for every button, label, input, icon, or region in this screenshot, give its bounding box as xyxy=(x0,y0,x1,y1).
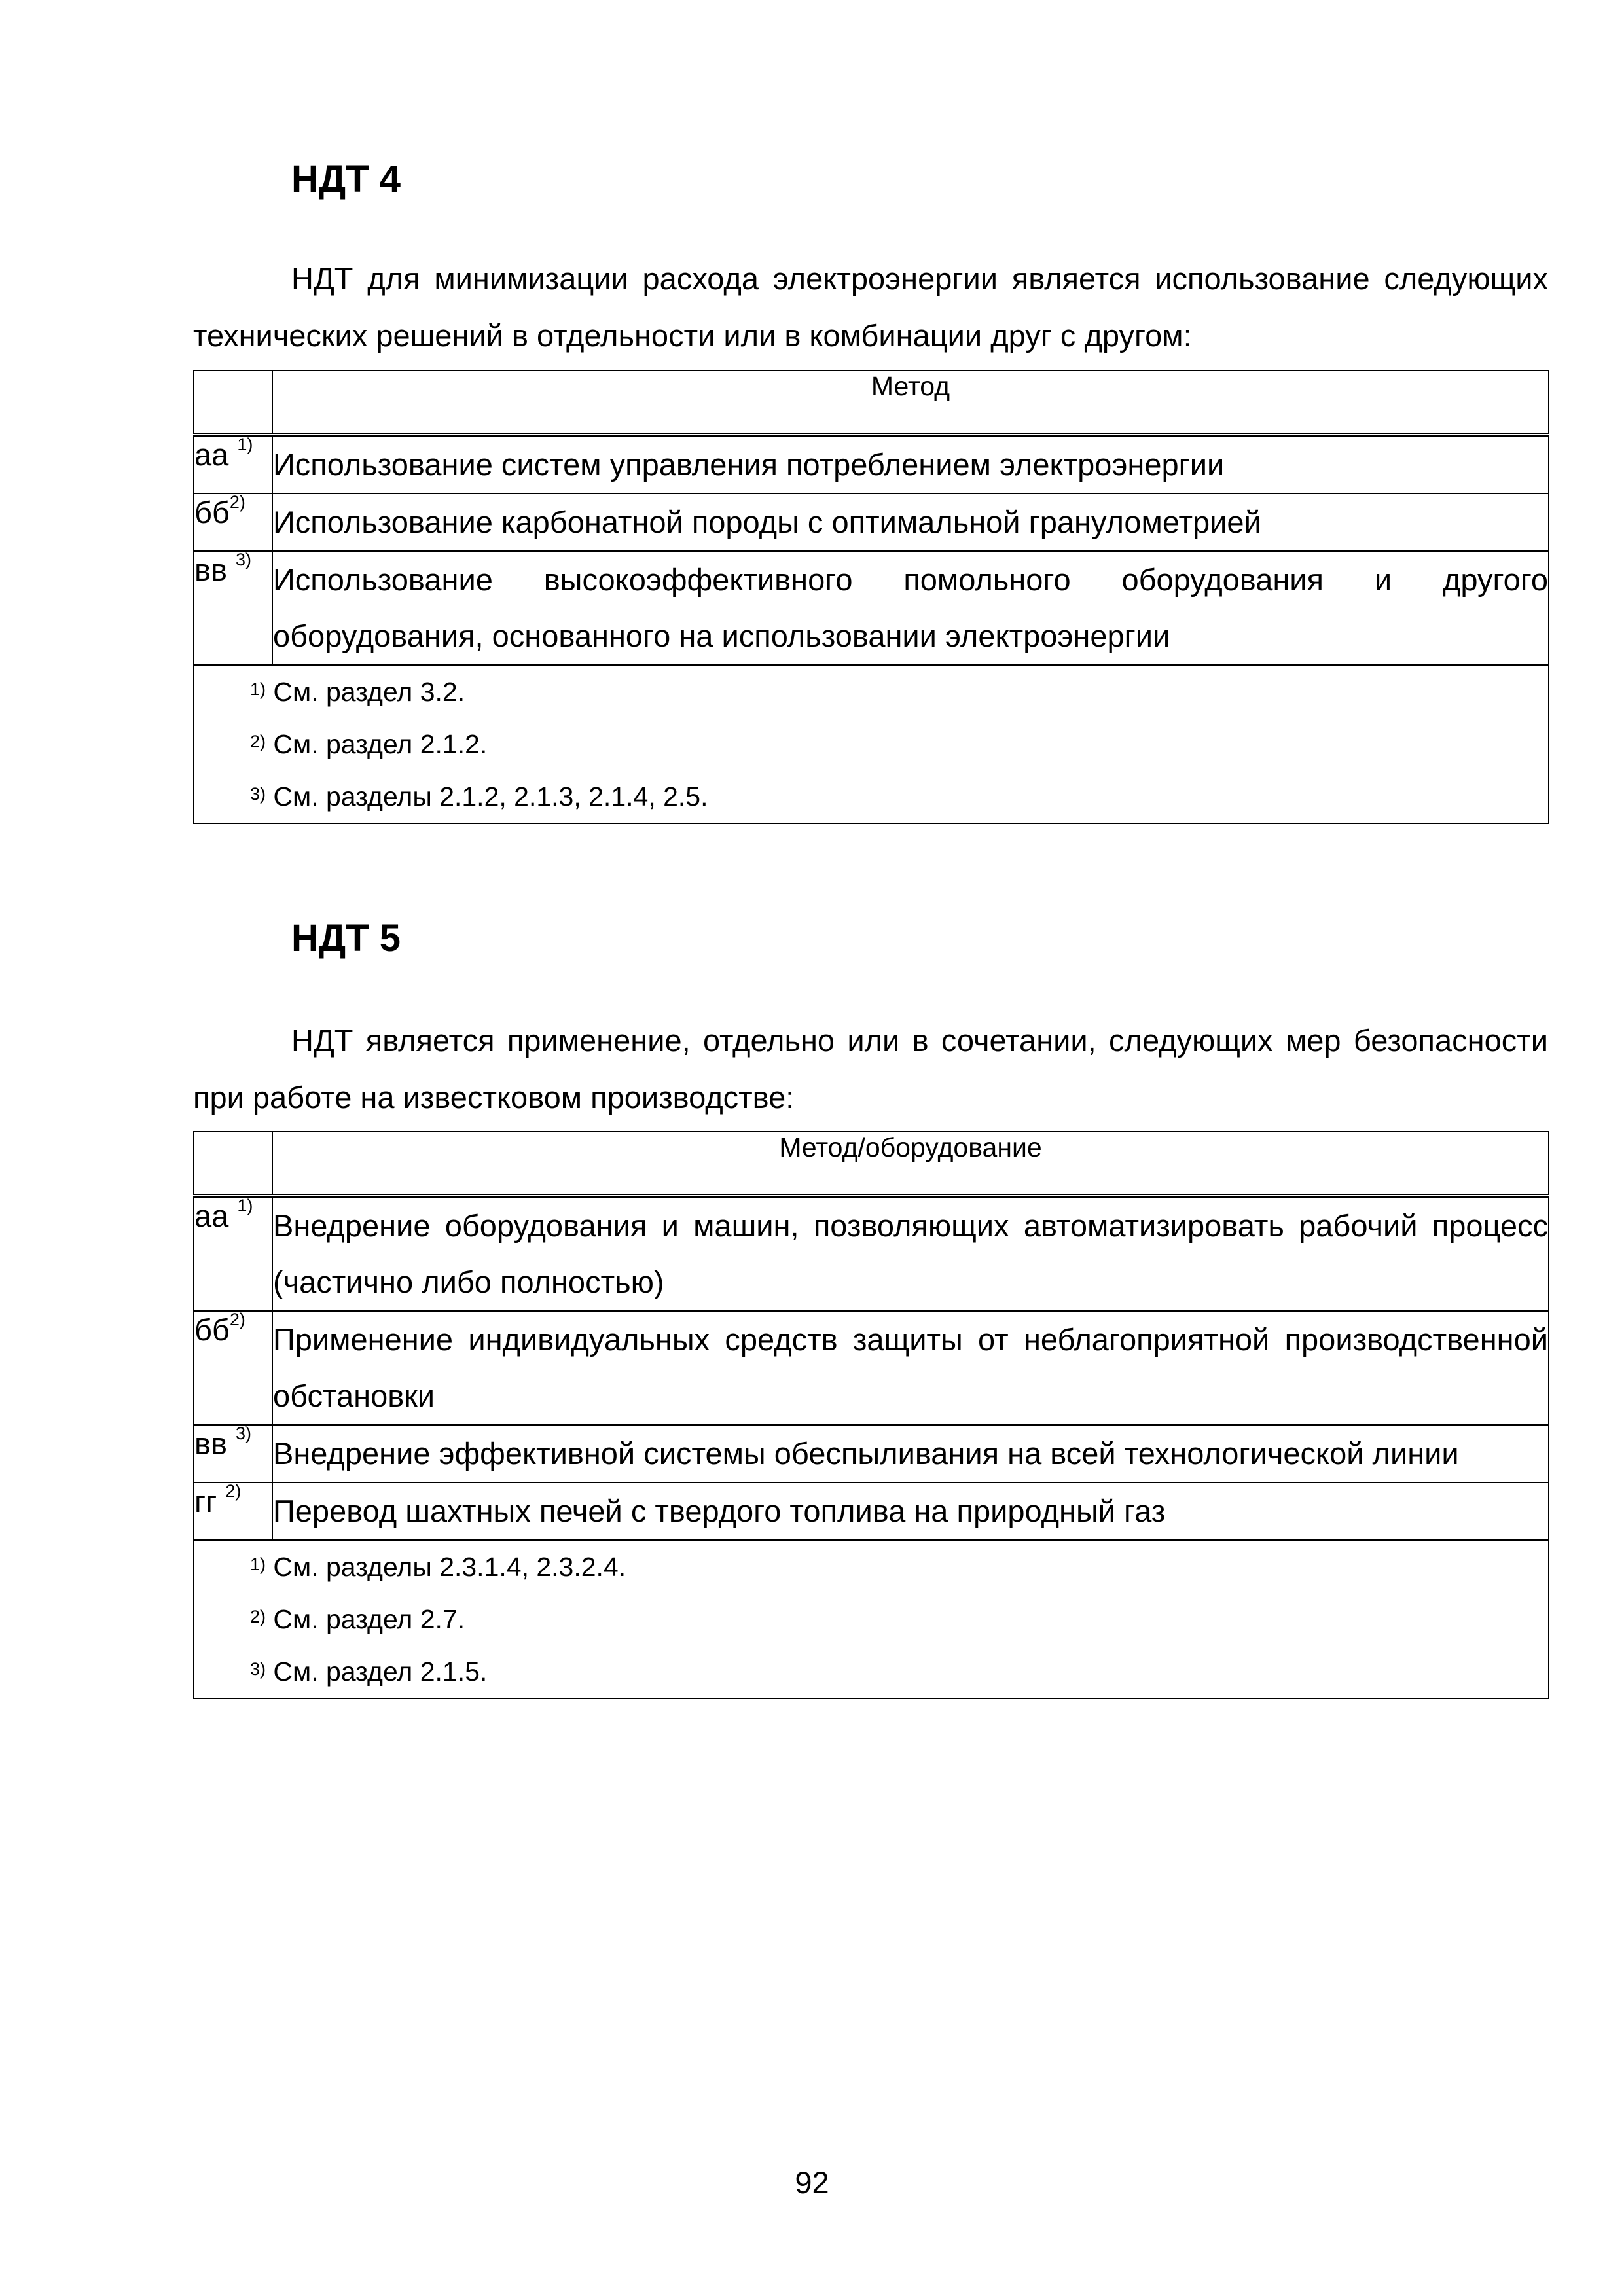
row-code: аа xyxy=(194,1198,229,1233)
footnote-text: См. разделы 2.1.2, 2.1.3, 2.1.4, 2.5. xyxy=(273,781,708,812)
row-code: гг xyxy=(194,1484,217,1518)
row-description: Внедрение эффективной системы обеспыливания на всей технологической линии xyxy=(272,1425,1549,1482)
footnote xyxy=(194,770,1548,823)
row-code-cell xyxy=(194,493,272,551)
footnotes-row xyxy=(194,1540,1549,1698)
row-code: бб xyxy=(194,495,230,529)
footnote-mark: 2) xyxy=(250,732,266,751)
table-row xyxy=(194,1425,1549,1482)
row-code-cell xyxy=(194,1196,272,1311)
row-footnote-mark: 3) xyxy=(236,550,252,569)
row-code: вв xyxy=(194,552,227,587)
footnotes-row xyxy=(194,665,1549,823)
methods-table-ndt4 xyxy=(193,370,1549,824)
row-description: Внедрение оборудования и машин, позволяющих автоматизировать рабочий процесс (частично либо полностью) xyxy=(272,1196,1549,1311)
footnote-text: См. разделы 2.3.1.4, 2.3.2.4. xyxy=(273,1552,626,1582)
footnote xyxy=(194,1541,1548,1593)
row-footnote-mark: 2) xyxy=(225,1481,242,1501)
table-header-method: Метод/оборудование xyxy=(272,1132,1549,1196)
page-number: 92 xyxy=(795,2165,829,2200)
table-header-row xyxy=(194,370,1549,435)
section-title-ndt4: НДТ 4 xyxy=(291,158,401,200)
table-row xyxy=(194,1311,1549,1425)
table-header-blank xyxy=(194,370,272,435)
row-description: Использование высокоэффективного помольного оборудования и другого оборудования, основанного на использовании электроэнергии xyxy=(272,551,1549,665)
footnotes-cell xyxy=(194,665,1549,823)
methods-table-ndt5 xyxy=(193,1131,1549,1699)
table-row xyxy=(194,493,1549,551)
row-footnote-mark: 3) xyxy=(236,1424,252,1443)
footnotes-cell xyxy=(194,1540,1549,1698)
table-header-row xyxy=(194,1132,1549,1196)
footnote-text: См. раздел 2.1.5. xyxy=(273,1657,488,1687)
row-code-cell xyxy=(194,1311,272,1425)
footnote-text: См. раздел 2.7. xyxy=(273,1604,465,1634)
row-description: Применение индивидуальных средств защиты от неблагоприятной производственной обстановки xyxy=(272,1311,1549,1425)
section-intro-ndt5: НДТ является применение, отдельно или в сочетании, следующих мер безопасности при работе на известковом производстве: xyxy=(193,1023,1548,1115)
row-code: аа xyxy=(194,437,229,472)
table-header-method: Метод xyxy=(272,370,1549,435)
row-code-cell xyxy=(194,551,272,665)
footnote xyxy=(194,718,1548,770)
row-footnote-mark: 2) xyxy=(229,1310,245,1329)
section-title-ndt5: НДТ 5 xyxy=(291,917,401,960)
footnote-text: См. раздел 3.2. xyxy=(273,677,465,707)
footnote-mark: 2) xyxy=(250,1607,266,1626)
footnote-mark: 3) xyxy=(250,1659,266,1679)
footnote xyxy=(194,1593,1548,1645)
row-footnote-mark: 1) xyxy=(237,1196,253,1215)
row-code-cell xyxy=(194,435,272,493)
row-description: Перевод шахтных печей с твердого топлива на природный газ xyxy=(272,1482,1549,1540)
footnote-mark: 1) xyxy=(250,679,266,699)
row-description: Использование систем управления потреблением электроэнергии xyxy=(272,435,1549,493)
footnote xyxy=(194,666,1548,718)
row-footnote-mark: 2) xyxy=(229,492,245,512)
footnote xyxy=(194,1645,1548,1698)
row-code-cell xyxy=(194,1482,272,1540)
row-description: Использование карбонатной породы с оптимальной гранулометрией xyxy=(272,493,1549,551)
section-intro-ndt4: НДТ для минимизации расхода электроэнергии является использование следующих технических решений в отдельности или в комбинации друг с другом: xyxy=(193,261,1548,353)
table-row xyxy=(194,551,1549,665)
row-footnote-mark: 1) xyxy=(237,435,253,454)
table-row xyxy=(194,1196,1549,1311)
table-header-blank xyxy=(194,1132,272,1196)
table-row xyxy=(194,1482,1549,1540)
row-code: бб xyxy=(194,1312,230,1347)
row-code: вв xyxy=(194,1426,227,1461)
row-code-cell xyxy=(194,1425,272,1482)
footnote-text: См. раздел 2.1.2. xyxy=(273,729,488,759)
table-row xyxy=(194,435,1549,493)
footnote-mark: 1) xyxy=(250,1554,266,1574)
footnote-mark: 3) xyxy=(250,784,266,804)
